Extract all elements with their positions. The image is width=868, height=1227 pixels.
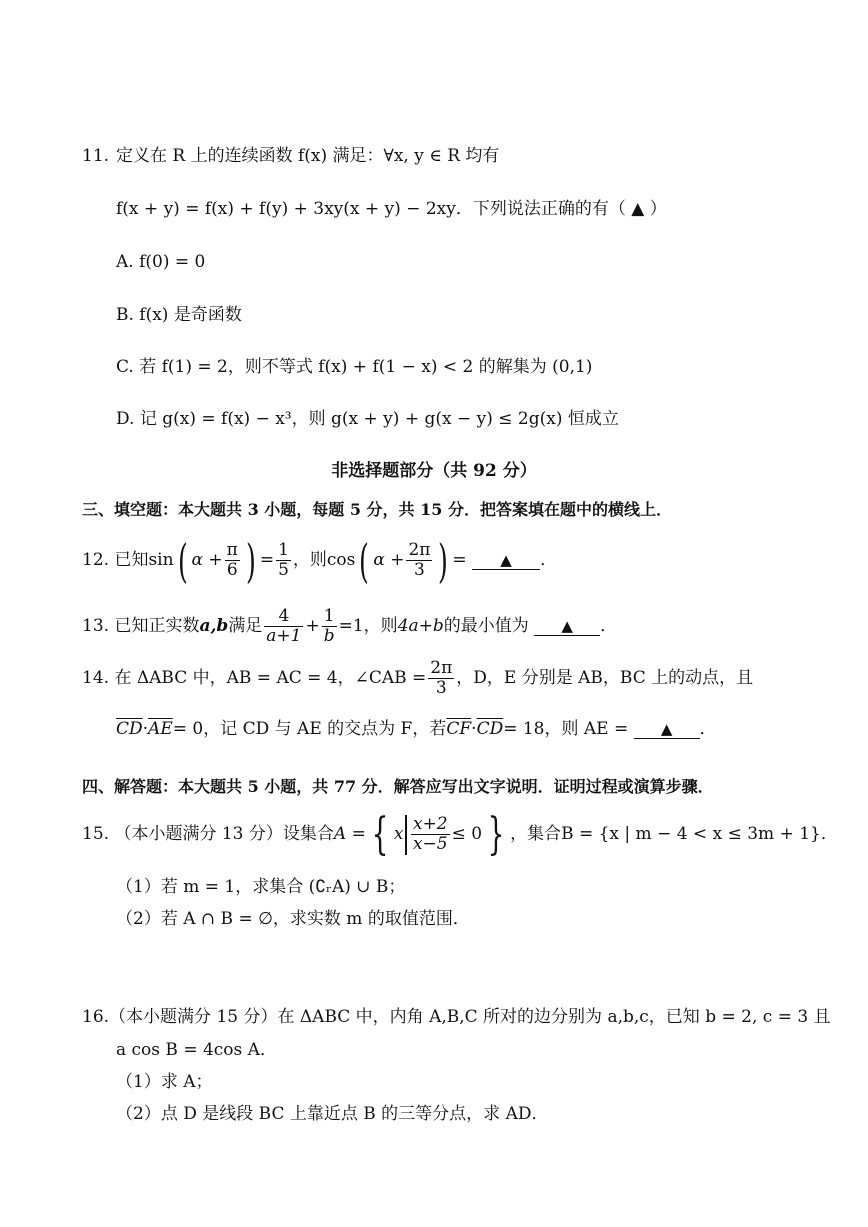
q14-vec-cf: $\overline{CF}$ bbox=[446, 719, 472, 739]
q14-frac-2pi-3 bbox=[428, 659, 454, 698]
q13-text-given: 已知正实数 bbox=[114, 616, 200, 636]
q15-head: （本小题满分 13 分）设集合 bbox=[114, 824, 334, 844]
q14-vec-cd: $\overline{CD}$ bbox=[116, 719, 143, 739]
q12-line bbox=[82, 533, 558, 588]
q15-set-bar bbox=[405, 815, 407, 855]
q13-text-min: 的最小值为 bbox=[443, 616, 529, 636]
q13-frac-1b-den: b bbox=[323, 626, 335, 646]
q12-frac-pi-num: π bbox=[226, 540, 238, 560]
q15-set-var: x bbox=[393, 824, 404, 844]
q12-cos: cos bbox=[326, 550, 356, 570]
q14-text-2b: = 18，则 AE = bbox=[503, 719, 629, 739]
q12-period: ． bbox=[540, 550, 558, 570]
q12-sin: sin bbox=[148, 550, 174, 570]
q12-frac-pi-den: 6 bbox=[226, 560, 238, 580]
q12-text-then: ，则 bbox=[292, 550, 327, 570]
q11-option-c: C. 若 f(1) = 2，则不等式 f(x) + f(1 − x) < 2 的解集为 (0,1) bbox=[116, 357, 593, 377]
q12-paren-open: ( bbox=[177, 533, 188, 588]
q16-part1: （1）求 A； bbox=[116, 1072, 213, 1092]
q14-line2 bbox=[116, 718, 717, 740]
q15-mid: ，集合 bbox=[510, 824, 562, 844]
q13-number: 13. bbox=[82, 616, 110, 636]
q11-option-d: D. 记 g(x) = f(x) − x³，则 g(x + y) + g(x − y) ≤ 2g(x) 恒成立 bbox=[116, 409, 619, 429]
q14-line1 bbox=[82, 656, 753, 700]
q12-equals: = bbox=[259, 550, 275, 570]
q12-paren2-open: ( bbox=[359, 533, 370, 588]
q15-brace-open: { bbox=[371, 808, 389, 860]
q16-text-line1: （本小题满分 15 分）在 ΔABC 中，内角 A,B,C 所对的边分别为 a,b,c，已知 b = 2, c = 3 且 bbox=[109, 1007, 831, 1027]
q13-frac-4-num: 4 bbox=[264, 607, 303, 627]
q14-text-1a: 在 ΔABC 中，AB = AC = 4，∠CAB = bbox=[114, 668, 427, 688]
q12-frac-1-num: 1 bbox=[278, 540, 289, 560]
q13-plus: + bbox=[305, 616, 320, 636]
q14-answer-blank[interactable]: ▲ bbox=[634, 720, 700, 739]
q12-alpha-plus: α + bbox=[191, 550, 223, 570]
q16-number: 16. bbox=[82, 1007, 110, 1027]
q11-option-a: A. f(0) = 0 bbox=[116, 252, 206, 272]
q14-dot-2: · bbox=[471, 719, 477, 739]
q12-text-given: 已知 bbox=[114, 550, 149, 570]
q15-line1 bbox=[82, 808, 838, 860]
q14-vec-ae: $\overline{AE}$ bbox=[148, 719, 173, 739]
q14-dot: · bbox=[142, 719, 149, 739]
q12-alpha-plus-2: α + bbox=[373, 550, 405, 570]
q13-frac-4-den: a+1 bbox=[266, 626, 302, 646]
q12-frac-1-den: 5 bbox=[278, 560, 289, 580]
q14-vec-cd-2: $\overline{CD}$ bbox=[476, 719, 504, 739]
q14-number: 14. bbox=[82, 668, 110, 688]
q12-number: 12. bbox=[82, 550, 110, 570]
q16-line1 bbox=[82, 1006, 831, 1028]
q15-a-equals: A = bbox=[333, 824, 366, 844]
q12-answer-blank[interactable]: ▲ bbox=[472, 551, 540, 570]
q13-ab: a,b bbox=[199, 616, 229, 636]
q13-frac-1b bbox=[322, 607, 337, 646]
section4-heading: 四、解答题：本大题共 5 小题，共 77 分．解答应写出文字说明．证明过程或演算步骤． bbox=[82, 777, 714, 796]
q14-text-1b: ，D，E 分别是 AB，BC 上的动点，且 bbox=[456, 668, 754, 688]
q12-frac-pi-6 bbox=[225, 541, 240, 580]
q11-option-b: B. f(x) 是奇函数 bbox=[116, 305, 242, 325]
q14-text-2a: = 0，记 CD 与 AE 的交点为 F，若 bbox=[172, 719, 447, 739]
q15-part1: （1）若 m = 1，求集合 (∁ᵣA) ∪ B； bbox=[116, 877, 406, 897]
q13-equals-then: =1，则 bbox=[338, 616, 398, 636]
q15-part2: （2）若 A ∩ B = ∅，求实数 m 的取值范围． bbox=[116, 909, 470, 929]
q15-frac bbox=[411, 815, 450, 854]
q11-number: 11. bbox=[82, 146, 110, 166]
q14-frac-num: 2π bbox=[430, 658, 453, 678]
q13-line bbox=[82, 604, 617, 648]
q13-frac-4 bbox=[264, 607, 303, 646]
q12-frac-2pi-den: 3 bbox=[414, 560, 425, 580]
q13-answer-blank[interactable]: ▲ bbox=[534, 617, 600, 636]
section-nonchoice-title: 非选择题部分（共 92 分） bbox=[331, 461, 537, 481]
q11-stem-line2: f(x + y) = f(x) + f(y) + 3xy(x + y) − 2xy．下列说法正确的有（ ▲ ） bbox=[116, 199, 667, 219]
q13-period: ． bbox=[600, 616, 618, 636]
q14-period: ． bbox=[699, 719, 717, 739]
q15-frac-den: x−5 bbox=[412, 834, 448, 854]
q13-expr: 4a+b bbox=[397, 616, 444, 636]
q13-text-satisfy: 满足 bbox=[228, 616, 263, 636]
q16-line2: a cos B = 4cos A． bbox=[116, 1040, 277, 1060]
q12-paren2-close: ) bbox=[438, 533, 449, 588]
q12-equals-2: = bbox=[452, 550, 467, 570]
q15-le0: ≤ 0 bbox=[451, 824, 483, 844]
q11-stem-line1: 定义在 R 上的连续函数 f(x) 满足：∀x, y ∈ R 均有 bbox=[116, 146, 500, 166]
q14-frac-den: 3 bbox=[435, 678, 447, 698]
q15-brace-close: } bbox=[487, 808, 505, 860]
q12-frac-2pi-num: 2π bbox=[408, 540, 431, 560]
q15-set-b: B = {x | m − 4 < x ≤ 3m + 1}． bbox=[561, 824, 838, 844]
q12-frac-2pi-3 bbox=[406, 541, 432, 580]
section3-heading: 三、填空题：本大题共 3 小题，每题 5 分，共 15 分．把答案填在题中的横线上． bbox=[82, 500, 672, 519]
q15-frac-num: x+2 bbox=[412, 814, 448, 834]
q16-part2: （2）点 D 是线段 BC 上靠近点 B 的三等分点，求 AD． bbox=[116, 1104, 549, 1124]
q15-number: 15. bbox=[82, 824, 110, 844]
q13-frac-1b-num: 1 bbox=[322, 607, 337, 627]
q12-frac-1-5 bbox=[276, 541, 291, 580]
q12-paren-close: ) bbox=[245, 533, 256, 588]
